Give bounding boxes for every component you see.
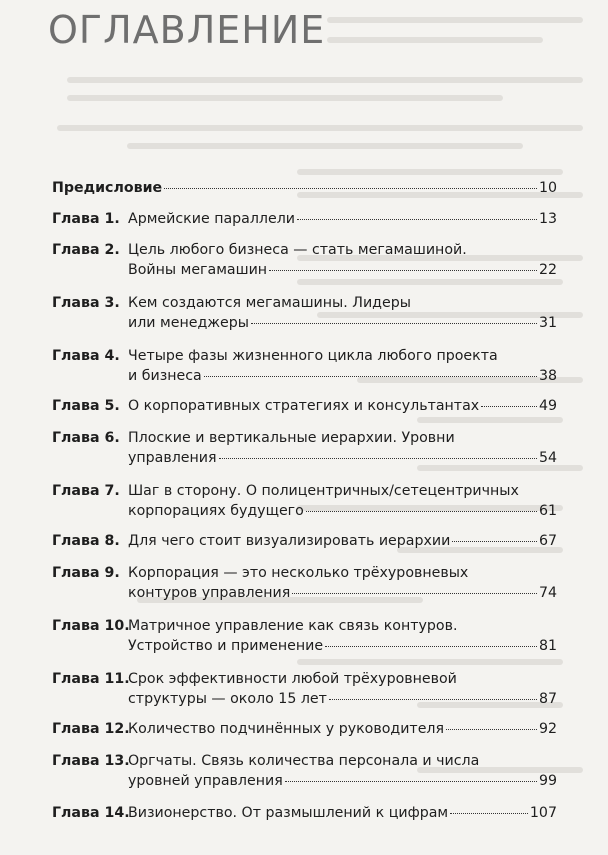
toc-entry[interactable] [52, 293, 557, 333]
dot-leader [481, 405, 537, 407]
toc-entry[interactable] [52, 669, 557, 709]
dot-leader [219, 457, 537, 459]
chapter-title-continued: уровней управления [128, 773, 283, 789]
page-number: 49 [538, 398, 557, 414]
dot-leader [329, 698, 537, 700]
toc-entry[interactable] [52, 751, 557, 791]
page-number: 107 [529, 805, 557, 821]
chapter-label: Глава 9. [52, 565, 120, 581]
dot-leader [452, 540, 537, 542]
dot-leader [446, 728, 537, 730]
chapter-title-continued: и бизнеса [128, 368, 202, 384]
chapter-title: Срок эффективности любой трёхуровневой [128, 671, 457, 687]
toc-entry[interactable] [52, 209, 557, 229]
toc-entry[interactable] [52, 346, 557, 386]
chapter-title: Для чего стоит визуализировать иерархии [128, 533, 451, 549]
page-number: 87 [538, 691, 557, 707]
chapter-title-continued: контуров управления [128, 585, 291, 601]
dot-leader [292, 592, 537, 594]
chapter-label: Глава 11. [52, 671, 130, 687]
toc-entry[interactable] [52, 428, 557, 468]
toc-entry[interactable] [52, 719, 557, 739]
page-number: 67 [538, 533, 557, 549]
page-number: 13 [538, 211, 557, 227]
chapter-title: Количество подчинённых у руководителя [128, 721, 445, 737]
chapter-title: Плоские и вертикальные иерархии. Уровни [128, 430, 455, 446]
toc-entry[interactable] [52, 616, 557, 656]
dot-leader [164, 187, 537, 189]
dot-leader [285, 780, 537, 782]
chapter-title: О корпоративных стратегиях и консультантах [128, 398, 480, 414]
dot-leader [269, 269, 537, 271]
toc-entry[interactable] [52, 563, 557, 603]
page-number: 61 [538, 503, 557, 519]
chapter-title: Цель любого бизнеса — стать мегамашиной. [128, 242, 467, 258]
dot-leader [450, 812, 528, 814]
toc-entry[interactable] [52, 481, 557, 521]
dot-leader [297, 218, 537, 220]
chapter-label: Глава 4. [52, 348, 120, 364]
chapter-label: Глава 1. [52, 211, 120, 227]
toc-entry[interactable] [52, 178, 557, 198]
chapter-label: Глава 10. [52, 618, 130, 634]
page-number: 54 [538, 450, 557, 466]
chapter-title: Оргчаты. Связь количества персонала и числа [128, 753, 480, 769]
chapter-title-continued: Устройство и применение [128, 638, 324, 654]
page-number: 99 [538, 773, 557, 789]
chapter-label: Глава 5. [52, 398, 120, 414]
chapter-title: Визионерство. От размышлений к цифрам [128, 805, 449, 821]
chapter-title: Матричное управление как связь контуров. [128, 618, 458, 634]
page-number: 22 [538, 262, 557, 278]
toc-entry[interactable] [52, 240, 557, 280]
chapter-title-continued: Войны мегамашин [128, 262, 268, 278]
chapter-title: Корпорация — это несколько трёхуровневых [128, 565, 469, 581]
toc-entry[interactable] [52, 531, 557, 551]
dot-leader [251, 322, 537, 324]
chapter-label: Глава 12. [52, 721, 130, 737]
chapter-title: Шаг в сторону. О полицентричных/сетецентричных [128, 483, 519, 499]
chapter-label: Глава 13. [52, 753, 130, 769]
chapter-title-continued: структуры — около 15 лет [128, 691, 327, 707]
chapter-title: Кем создаются мегамашины. Лидеры [128, 295, 411, 311]
chapter-title-continued: управления [128, 450, 217, 466]
dot-leader [204, 375, 537, 377]
chapter-label: Предисловие [52, 180, 163, 196]
page-number: 10 [538, 180, 557, 196]
page-number: 74 [538, 585, 557, 601]
chapter-title-continued: или менеджеры [128, 315, 249, 331]
toc-entry[interactable] [52, 396, 557, 416]
page-title: ОГЛАВЛЕНИЕ [48, 8, 326, 52]
chapter-label: Глава 8. [52, 533, 120, 549]
page-number: 92 [538, 721, 557, 737]
chapter-label: Глава 6. [52, 430, 120, 446]
toc-entry[interactable] [52, 803, 557, 823]
chapter-label: Глава 3. [52, 295, 120, 311]
dot-leader [306, 510, 537, 512]
chapter-title-continued: корпорациях будущего [128, 503, 304, 519]
page-number: 38 [538, 368, 557, 384]
dot-leader [325, 645, 537, 647]
page-number: 31 [538, 315, 557, 331]
chapter-label: Глава 7. [52, 483, 120, 499]
chapter-label: Глава 14. [52, 805, 130, 821]
chapter-label: Глава 2. [52, 242, 120, 258]
page-number: 81 [538, 638, 557, 654]
chapter-title: Армейские параллели [128, 211, 296, 227]
chapter-title: Четыре фазы жизненного цикла любого проекта [128, 348, 498, 364]
